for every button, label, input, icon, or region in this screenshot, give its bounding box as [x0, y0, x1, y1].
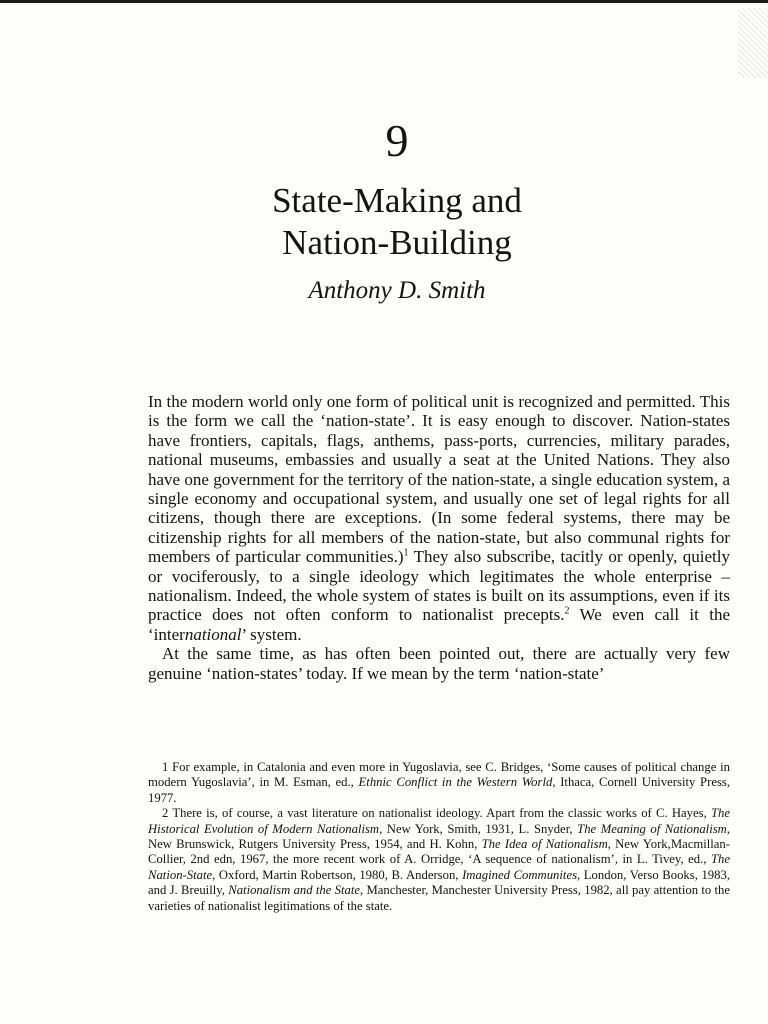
scan-speckle: [738, 8, 768, 78]
footnote-title: The Nation-State: [148, 852, 730, 882]
body-text-italic: national: [184, 624, 242, 644]
footnote-title: The Idea of Nationalism: [481, 837, 608, 852]
footnote-title: Imagined Communites: [462, 867, 578, 882]
body-paragraph-2: At the same time, as has often been pointed out, there are actually very few genuine ‘nation-states’ today. If we mean by the term ‘nation-state’: [148, 644, 730, 683]
chapter-title: [0, 180, 768, 264]
body-text-run: They also subscribe, tacitly or openly, quietly or vociferously, to a single ideology which legitimates the whole enterprise – nationalism. Indeed, the whole system of states is built on its assumptions, even if its practice does not often conform to nationalist precepts.: [148, 547, 730, 625]
footnote-text: 1 For example, in Catalonia and even more in Yugoslavia, see C. Bridges, ‘Some causes of political change in modern Yugoslavia’, in M. Esman, ed.,: [148, 760, 730, 790]
footnote-text: , Oxford, Martin Robertson, 1980, B. Anderson,: [212, 867, 463, 882]
footnote-text: , New York, Smith, 1931, L. Snyder,: [379, 821, 578, 836]
body-paragraph-1: [148, 392, 730, 644]
footnotes: [148, 760, 730, 914]
chapter-title-line-1: State-Making and: [272, 181, 522, 220]
footnote-text: , Ithaca, Cornell University Press, 1977.: [148, 775, 730, 805]
body-text-run: We even call it the ‘inter: [148, 605, 730, 644]
body-text-run: In the modern world only one form of political unit is recognized and permitted. This is the form we call the ‘nation-state’. It is easy enough to discover. Nation-states have frontiers, capitals, flags, anthems, pass-ports, currencies, military parades, national museums, embassies and usually a seat at the United Nations. They also have one government for the territory of the nation-state, a single education system, a single economy and occupational system, and usually one set of legal rights for all citizens, though there are exceptions. (In some federal systems, there may be citizenship rights for all members of the nation-state, but also communal rights for members of particular communities.): [148, 392, 730, 567]
body-text: [148, 392, 730, 683]
footnote-title: The Historical Evolution of Modern Nationalism: [148, 806, 730, 836]
footnote-text: , New Brunswick, Rutgers University Press, 1954, and H. Kohn,: [148, 821, 731, 852]
footnote-1: [148, 760, 730, 806]
footnote-ref-2: 2: [564, 605, 570, 617]
footnote-title: The Meaning of Nationalism: [577, 821, 727, 836]
footnote-text: , Manchester, Manchester University Press, 1982, all pay attention to the varieties of nationalist legitimations of the state.: [148, 883, 730, 913]
body-text-run: ’ system.: [241, 624, 302, 644]
footnote-title: Nationalism and the State: [228, 883, 361, 898]
chapter-author: Anthony D. Smith: [308, 277, 486, 304]
footnote-2: [148, 806, 730, 914]
footnote-title: Ethnic Conflict in the Western World: [358, 775, 553, 790]
footnote-text: 2 There is, of course, a vast literature on nationalist ideology. Apart from the classic works of C. Hayes,: [162, 806, 711, 821]
footnote-text: , London, Verso Books, 1983, and J. Breuilly,: [148, 867, 730, 898]
top-rule: [0, 0, 768, 3]
chapter-title-line-2: Nation-Building: [282, 223, 512, 262]
footnote-text: , New York,Macmillan-Collier, 2nd edn, 1967, the more recent work of A. Orridge, ‘A sequence of nationalism’, in L. Tivey, ed.,: [148, 837, 731, 867]
chapter-number: 9: [385, 115, 409, 166]
footnote-ref-1: 1: [403, 547, 409, 559]
